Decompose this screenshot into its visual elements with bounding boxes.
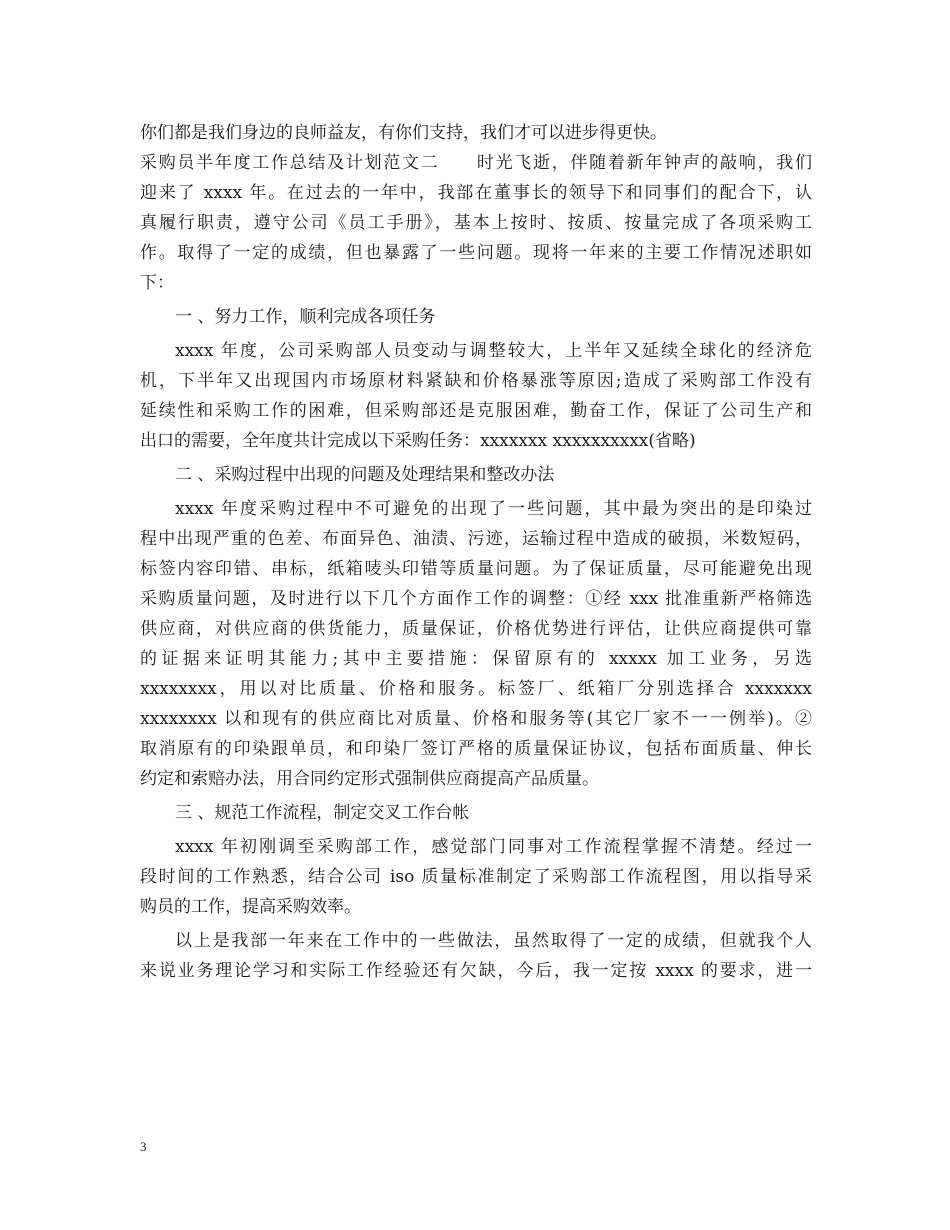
text-line: 来说业务理论学习和实际工作经验还有欠缺，今后，我一定按 xxxx 的要求，进一	[140, 961, 812, 981]
text-line: 程中出现严重的色差、布面异色、油渍、污迹，运输过程中造成的破损，米数短码，	[140, 529, 812, 549]
text-line: 机，下半年又出现国内市场原材料紧缺和价格暴涨等原因;造成了采购部工作没有	[140, 371, 812, 391]
text-line: 约定和索赔办法，用合同约定形式强制供应商提高产品质量。	[140, 769, 599, 789]
text-line: xxxx 年初刚调至采购部工作，感觉部门同事对工作流程掌握不清楚。经过一	[175, 837, 812, 857]
text-line: xxxxxxxx 以和现有的供应商比对质量、价格和服务等(其它厂家不一一例举)。②	[140, 709, 812, 729]
text-line: 标签内容印错、串标，纸箱唛头印错等质量问题。为了保证质量，尽可能避免出现	[140, 559, 812, 579]
text-line: 出口的需要，全年度共计完成以下采购任务：xxxxxxx xxxxxxxxxx(省略)	[140, 431, 696, 451]
text-line: 的证据来证明其能力;其中主要措施：保留原有的 xxxxx 加工业务，另选	[140, 649, 812, 669]
text-line: 供应商，对供应商的供货能力，质量保证，价格优势进行评估，让供应商提供可靠	[140, 619, 812, 639]
text-line: 迎来了 xxxx 年。在过去的一年中，我部在董事长的领导下和同事们的配合下，认	[140, 183, 812, 203]
text-line: 采购员半年度工作总结及计划范文二 时光飞逝，伴随着新年钟声的敲响，我们	[140, 153, 812, 173]
text-line: 下：	[140, 273, 174, 293]
text-line: 购员的工作，提高采购效率。	[140, 897, 361, 917]
section-heading: 二 、采购过程中出现的问题及处理结果和整改办法	[175, 465, 555, 485]
text-line: 延续性和采购工作的困难，但采购部还是克服困难，勤奋工作，保证了公司生产和	[140, 401, 812, 421]
document-body	[140, 118, 812, 986]
section-heading: 三 、规范工作流程，制定交叉工作台帐	[175, 803, 470, 823]
section-heading: 一 、努力工作，顺利完成各项任务	[175, 307, 436, 327]
page-number: 3	[140, 1139, 147, 1154]
text-line: 段时间的工作熟悉，结合公司 iso 质量标准制定了采购部工作流程图，用以指导采	[140, 867, 812, 887]
text-line: xxxxxxxx，用以对比质量、价格和服务。标签厂、纸箱厂分别选择合 xxxxxxx	[140, 679, 812, 699]
text-line: 采购质量问题，及时进行以下几个方面作工作的调整：①经 xxx 批准重新严格筛选	[140, 589, 812, 609]
text-line: 以上是我部一年来在工作中的一些做法，虽然取得了一定的成绩，但就我个人	[175, 931, 812, 951]
text-line: 真履行职责，遵守公司《员工手册》，基本上按时、按质、按量完成了各项采购工	[140, 213, 812, 233]
text-line: 你们都是我们身边的良师益友，有你们支持，我们才可以进步得更快。	[140, 123, 667, 143]
text-line: 作。取得了一定的成绩，但也暴露了一些问题。现将一年来的主要工作情况述职如	[140, 243, 812, 263]
text-line: xxxx 年度采购过程中不可避免的出现了一些问题，其中最为突出的是印染过	[175, 499, 812, 519]
text-line: xxxx 年度，公司采购部人员变动与调整较大，上半年又延续全球化的经济危	[175, 341, 812, 361]
text-line: 取消原有的印染跟单员，和印染厂签订严格的质量保证协议，包括布面质量、伸长	[140, 739, 812, 759]
